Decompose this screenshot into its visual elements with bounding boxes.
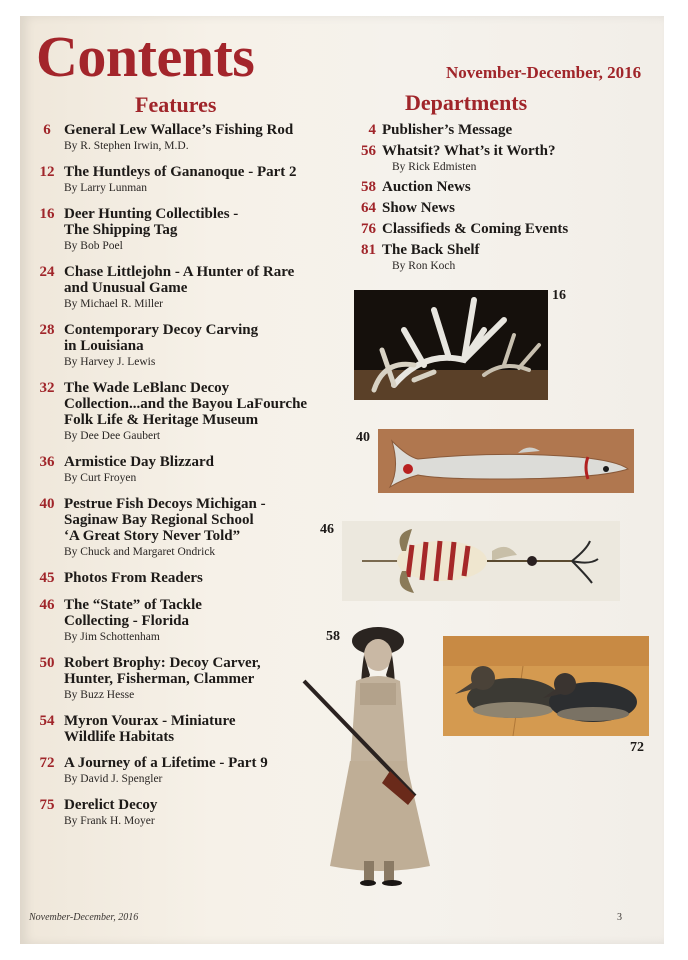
feature-body	[64, 122, 350, 154]
feature-title-line: and Unusual Game	[64, 280, 188, 296]
feature-byline: By Jim Schottenham	[64, 631, 160, 643]
photo-label-16: 16	[552, 288, 566, 303]
feature-title-line: Armistice Day Blizzard	[64, 454, 214, 470]
department-entry[interactable]	[350, 179, 670, 196]
feature-entry[interactable]	[30, 122, 350, 154]
feature-title-line: General Lew Wallace’s Fishing Rod	[64, 122, 294, 138]
department-title: Classifieds & Coming Events	[382, 221, 569, 237]
feature-entry[interactable]	[30, 454, 350, 486]
department-title: Auction News	[382, 179, 471, 195]
feature-body	[64, 496, 350, 560]
feature-page-number: 32	[39, 380, 55, 396]
department-title: Show News	[382, 200, 455, 216]
feature-entry[interactable]	[30, 206, 350, 254]
feature-title-line: Pestrue Fish Decoys Michigan -	[64, 496, 266, 512]
department-entry[interactable]	[350, 221, 670, 238]
feature-page-number: 54	[39, 713, 55, 729]
feature-byline: By R. Stephen Irwin, M.D.	[64, 140, 189, 152]
department-body	[382, 179, 670, 195]
feature-body	[64, 454, 350, 486]
feature-page-number: 16	[39, 206, 55, 222]
feature-title-line: Deer Hunting Collectibles -	[64, 206, 239, 222]
feature-title-line: Collection...and the Bayou LaFourche	[64, 396, 308, 412]
feature-title-line: Chase Littlejohn - A Hunter of Rare	[64, 264, 295, 280]
feature-page-number: 36	[39, 454, 55, 470]
feature-page-number: 24	[39, 264, 55, 280]
feature-title-line: Robert Brophy: Decoy Carver,	[64, 655, 261, 671]
woman-with-rifle-photo	[290, 621, 440, 886]
photo-label-58: 58	[326, 629, 340, 644]
feature-byline: By Harvey J. Lewis	[64, 356, 156, 368]
feature-page-number: 46	[39, 597, 55, 613]
footer-date: November-December, 2016	[29, 912, 139, 923]
feature-byline: By Frank H. Moyer	[64, 815, 155, 827]
department-page-number: 64	[361, 200, 376, 216]
department-page-number: 76	[361, 221, 376, 237]
feature-entry[interactable]	[30, 322, 350, 370]
department-body	[382, 242, 670, 274]
department-entry[interactable]	[350, 200, 670, 217]
feature-title-line: Photos From Readers	[64, 570, 203, 586]
feature-title-line: The Huntleys of Gananoque - Part 2	[64, 164, 297, 180]
feature-byline: By Curt Froyen	[64, 472, 137, 484]
feature-title-line: Derelict Decoy	[64, 797, 158, 813]
feature-byline: By Buzz Hesse	[64, 689, 135, 701]
feature-body	[64, 380, 350, 444]
departments-list	[350, 122, 670, 274]
photo-label-40: 40	[356, 430, 370, 445]
department-byline: By Ron Koch	[392, 260, 456, 272]
feature-title-line: ‘A Great Story Never Told”	[64, 528, 241, 544]
department-title: Whatsit? What’s it Worth?	[382, 143, 556, 159]
department-entry[interactable]	[350, 143, 670, 175]
department-page-number: 56	[361, 143, 376, 159]
antlers-illustration	[354, 290, 548, 400]
feature-page-number: 28	[39, 322, 55, 338]
feature-body	[64, 322, 350, 370]
department-entry[interactable]	[350, 122, 670, 139]
fish-decoy-photo	[378, 429, 634, 493]
feature-title-line: Collecting - Florida	[64, 613, 189, 629]
departments-heading: Departments	[405, 90, 528, 115]
feature-page-number: 50	[39, 655, 55, 671]
department-byline: By Rick Edmisten	[392, 161, 477, 173]
duck-decoys-photo	[443, 636, 649, 736]
feature-entry[interactable]	[30, 496, 350, 560]
feature-page-number: 75	[39, 797, 55, 813]
department-body	[382, 221, 670, 237]
feature-body	[64, 206, 350, 254]
features-heading: Features	[135, 92, 217, 117]
feature-body	[64, 570, 350, 586]
feature-entry[interactable]	[30, 380, 350, 444]
feature-title-line: A Journey of a Lifetime - Part 9	[64, 755, 268, 771]
page-title: Contents	[36, 24, 255, 89]
feature-page-number: 45	[39, 570, 55, 586]
feature-byline: By Dee Dee Gaubert	[64, 430, 161, 442]
feature-entry[interactable]	[30, 570, 350, 587]
feature-title-line: Saginaw Bay Regional School	[64, 512, 254, 528]
feature-byline: By David J. Spengler	[64, 773, 163, 785]
feature-body	[64, 164, 350, 196]
feature-title-line: in Louisiana	[64, 338, 144, 354]
department-title: Publisher’s Message	[382, 122, 513, 138]
feature-page-number: 6	[43, 122, 51, 138]
photo-label-72: 72	[630, 740, 644, 755]
feature-byline: By Bob Poel	[64, 240, 123, 252]
feature-byline: By Michael R. Miller	[64, 298, 164, 310]
department-body	[382, 143, 670, 175]
feature-byline: By Chuck and Margaret Ondrick	[64, 546, 216, 558]
feature-title-line: The “State” of Tackle	[64, 597, 202, 613]
feature-entry[interactable]	[30, 164, 350, 196]
fishing-lure-photo	[342, 521, 620, 601]
page-number: 3	[617, 912, 622, 923]
feature-title-line: Wildlife Habitats	[64, 729, 175, 745]
feature-body	[64, 264, 350, 312]
magazine-page	[20, 16, 664, 944]
feature-title-line: Folk Life & Heritage Museum	[64, 412, 259, 428]
department-page-number: 58	[361, 179, 376, 195]
department-body	[382, 200, 670, 216]
feature-title-line: The Shipping Tag	[64, 222, 178, 238]
feature-title-line: Contemporary Decoy Carving	[64, 322, 259, 338]
department-page-number: 4	[368, 122, 376, 138]
feature-title-line: The Wade LeBlanc Decoy	[64, 380, 230, 396]
department-body	[382, 122, 670, 138]
feature-title-line: Myron Vourax - Miniature	[64, 713, 236, 729]
feature-page-number: 40	[39, 496, 55, 512]
photo-label-46: 46	[320, 522, 334, 537]
feature-page-number: 72	[39, 755, 55, 771]
deer-antlers-photo	[354, 290, 548, 400]
feature-title-line: Hunter, Fisherman, Clammer	[64, 671, 255, 687]
department-title: The Back Shelf	[382, 242, 480, 258]
issue-date: November-December, 2016	[446, 63, 642, 82]
department-page-number: 81	[361, 242, 376, 258]
department-entry[interactable]	[350, 242, 670, 274]
feature-entry[interactable]	[30, 264, 350, 312]
feature-page-number: 12	[39, 164, 55, 180]
feature-byline: By Larry Lunman	[64, 182, 148, 194]
